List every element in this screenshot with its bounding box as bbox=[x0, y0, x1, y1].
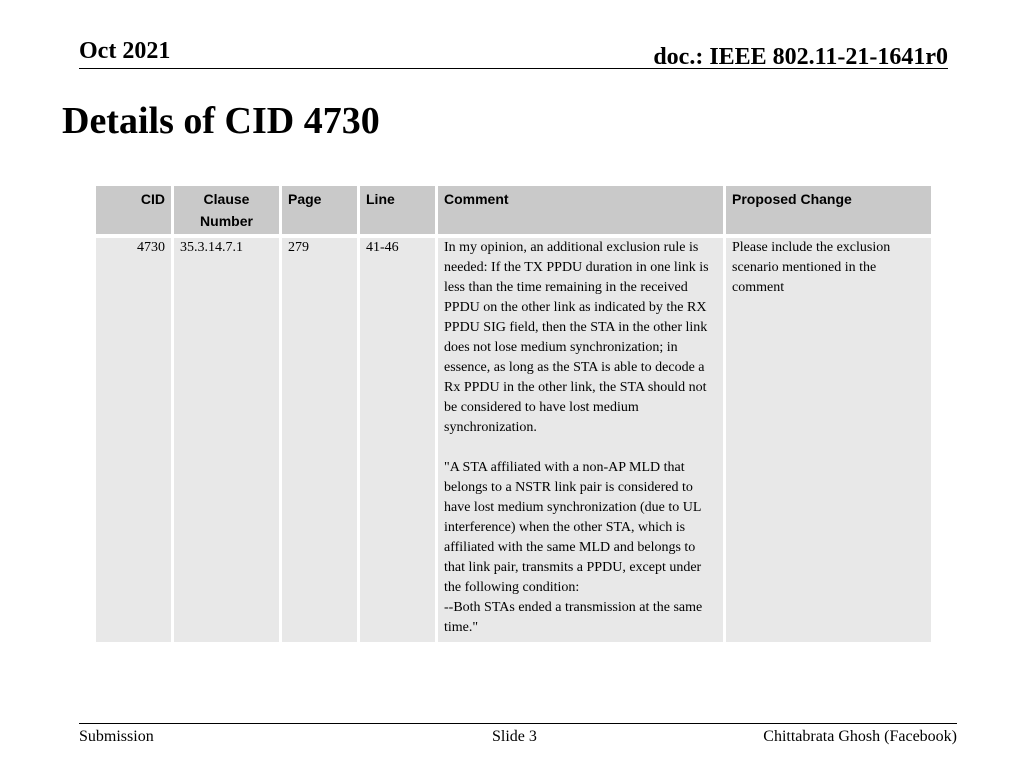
cell-proposed-change: Please include the exclusion scenario mentioned in the comment bbox=[726, 234, 931, 642]
cid-table bbox=[93, 186, 934, 642]
table-row bbox=[96, 234, 931, 642]
cell-line: 41-46 bbox=[360, 234, 435, 642]
cell-page: 279 bbox=[282, 234, 357, 642]
header-date: Oct 2021 bbox=[79, 38, 171, 64]
footer-rule bbox=[79, 723, 957, 724]
col-header-clause: Clause Number bbox=[174, 186, 279, 234]
header-rule bbox=[79, 68, 948, 69]
cell-cid: 4730 bbox=[96, 234, 171, 642]
col-header-line: Line bbox=[360, 186, 435, 234]
footer-author: Chittabrata Ghosh (Facebook) bbox=[763, 728, 957, 745]
col-header-cid: CID bbox=[96, 186, 171, 234]
col-header-page: Page bbox=[282, 186, 357, 234]
footer-submission: Submission bbox=[79, 728, 154, 745]
col-header-proposed-change: Proposed Change bbox=[726, 186, 931, 234]
footer-slide-number: Slide 3 bbox=[492, 728, 537, 745]
table-header-row bbox=[96, 186, 931, 234]
slide-title: Details of CID 4730 bbox=[62, 100, 380, 142]
cell-comment: In my opinion, an additional exclusion rule is needed: If the TX PPDU duration in one link is less than the time remaining in the received PPDU on the other link as indicated by the RX PPDU SIG field, then the STA in the other link does not lose medium synchronization; in essence, as long as the STA is able to decode a Rx PPDU in the other link, the STA should not be considered to have lost medium synchronization. "A STA affiliated with a non-AP MLD that belongs to a NSTR link pair is considered to have lost medium synchronization (due to UL interference) when the other STA, which is affiliated with the same MLD and belongs to that link pair, transmits a PPDU, except under the following condition: --Both STAs ended a transmission at the same time." bbox=[438, 234, 723, 642]
header-doc-id: doc.: IEEE 802.11-21-1641r0 bbox=[653, 44, 948, 70]
col-header-comment: Comment bbox=[438, 186, 723, 234]
cell-clause: 35.3.14.7.1 bbox=[174, 234, 279, 642]
